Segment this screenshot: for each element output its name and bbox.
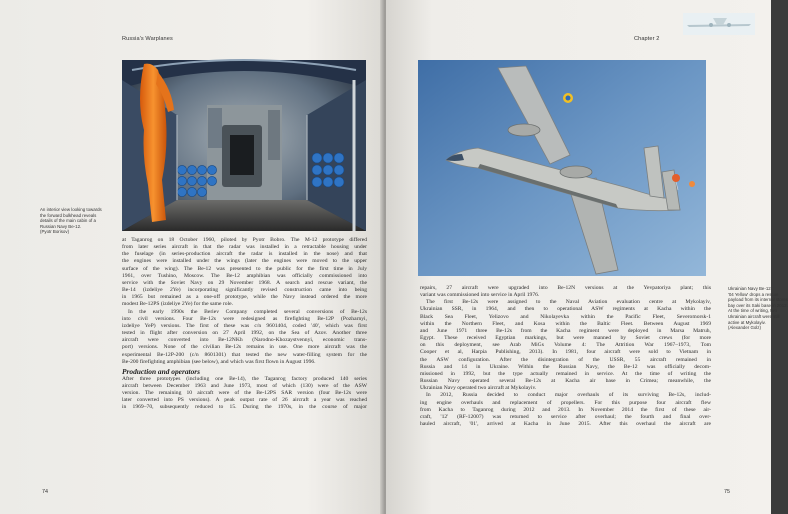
running-head-left: Russia's Warplanes xyxy=(122,36,173,42)
photo-caption-left xyxy=(40,207,102,235)
text-line: repairs, 27 aircraft were upgraded into Be-12N versions at the Yevpatoriya plant; this xyxy=(420,285,711,291)
text-line: port) versions. None of the civilian Be-12s remains in use. One more aircraft was the xyxy=(122,344,367,351)
text-line: hauled aircraft, '01', arrived at Kacha in June 2015. After this overhaul the aircraft are xyxy=(420,420,711,427)
text-line: missioned in 1992, but the type actually remained in service. At the time of writing the xyxy=(420,370,711,377)
text-line: Be-14 (izdeliye 2Ye) incorporating significantly revised construction came into being xyxy=(122,287,367,294)
caption-line: payload from its internal stores xyxy=(728,297,788,303)
caption-line: '04 Yellow' drops a rescue xyxy=(728,291,779,297)
text-line: izdeliye YeP) versions. The first of these was c/n 9601404, coded '40', which was first xyxy=(122,322,367,329)
text-line: Ukrainian Navy operated two aircraft at Mykolayiv. xyxy=(420,385,537,392)
text-line: on this deployment, see Arab MiGs Volume 4: The Attrition War 1967–1973, Tom xyxy=(420,342,711,349)
page-number-left: 74 xyxy=(42,489,48,495)
caption-line: bay over its Saki base in 2012. xyxy=(728,302,788,308)
text-line: the ASW configuration. After the disintegration of the USSR, 55 aircraft remained in xyxy=(420,356,711,363)
text-line: tested in flight after conversion on 27 April 1992, on the Sea of Azov. Another three xyxy=(122,330,367,337)
text-line: the engines were installed under the wings (later the engines were moved to the upper xyxy=(122,258,367,265)
page-number-right: 75 xyxy=(724,489,730,495)
caption-line: Ukrainian aircraft were still xyxy=(728,313,780,319)
text-line: in 1965 but remained as a one-off prototype, while the Navy instead ordered the more xyxy=(122,294,367,301)
body-text-left xyxy=(122,237,367,412)
text-line: aircraft were converted into Be-12NKh (Narodno-Khozaystvennyi, economic trans- xyxy=(122,337,367,344)
text-line: from Kacha to Taganrog during 2012 and 2013. In November 2014 the first of these air- xyxy=(420,406,711,413)
text-line: and June 1971 three Be-12s from the Kacha regiment were deployed in Marsa Matruh, xyxy=(420,327,711,334)
text-line: the fuselage (in series-production aircraft the radar is installed in the nose) and that xyxy=(122,251,367,258)
cabin-interior-photo xyxy=(122,60,366,231)
text-line: In 2012, Russia decided to conduct major overhauls of its surviving Be-12s, includ- xyxy=(426,392,711,399)
text-line: at Taganrog on 18 October 1960, piloted by Pyotr Bobro. The M-12 prototype differed xyxy=(122,237,367,243)
caption-line: An interior view looking towards xyxy=(40,207,102,212)
text-line: within the Northern Fleet, and Kosa within the Baltic Fleet. Between August 1969 xyxy=(420,320,711,327)
caption-line: active at Mykolayiv. xyxy=(728,319,766,325)
section-heading: Production and operators xyxy=(122,366,201,376)
text-line: Egypt. These received Egyptian markings, but were manned by Soviet crews (for more xyxy=(420,335,711,342)
body-text-right xyxy=(420,285,711,428)
text-line: Be-200 firefighting amphibian (see below), and which was first flown in August 1996. xyxy=(122,358,316,365)
text-line: modest Be-12PS (izdeliye 2Ye) for the same role. xyxy=(122,301,233,308)
text-line: Ukrainian SSR, in 1964, and then to operational ASW regiments at Kacha within the xyxy=(420,306,711,313)
text-line: The first Be-12s were assigned to the Naval Aviation evaluation centre at Mykolayiv, xyxy=(426,299,711,306)
left-page xyxy=(0,0,383,514)
text-line: version. The remaining 10 aircraft were of the Be-12PS SAR version (four Be-12s were xyxy=(122,390,367,397)
text-line: experimental Be-12P-200 (c/n 8601301) that tested the new water-filling system for the xyxy=(122,351,367,358)
running-head-right: Chapter 2 xyxy=(634,36,660,42)
text-line: in 1969–70, subsequently reduced to 15. During the 1970s, in the course of major xyxy=(122,404,367,411)
text-line: Cooper et al, Harpia Publishing, 2013). In 1981, four aircraft were sold to Vietnam in xyxy=(420,349,711,356)
text-line: later converted into PS versions). A peak output rate of 26 aircraft a year was reached xyxy=(122,397,367,404)
text-line: 1961, over Tushino, Moscow. The Be-12 amphibian was officially commissioned into xyxy=(122,272,367,279)
text-line: surface of the wing). The Be-12 was presented to the public for the first time in July xyxy=(122,265,367,272)
text-line: After three prototypes (including one Be-14), the Taganrog factory produced 140 series xyxy=(122,375,367,382)
be12-aircraft-photo xyxy=(418,60,706,276)
text-line: Russian Navy operated several Be-12s at Kacha air base in Crimea; meanwhile, the xyxy=(420,378,711,385)
caption-line: the forward bulkhead reveals xyxy=(40,212,97,218)
caption-line: At the time of writing, two xyxy=(728,308,778,314)
text-line: service with the Soviet Navy on 29 November 1968. A search and rescue variant, the xyxy=(122,279,367,286)
photo-caption-right xyxy=(728,286,788,331)
caption-line: (Alexander Golz) xyxy=(728,325,761,331)
text-line: variant was commissioned into service in April 1976. xyxy=(420,292,540,299)
text-line: from later series aircraft in that the radar was installed in a retractable housing under xyxy=(122,244,367,251)
text-line: into civil versions. Four Be-12s were redesigned as firefighting Be-12P (Pozharnyi, xyxy=(122,315,367,322)
aircraft-silhouette-icon xyxy=(683,13,755,35)
text-line: Russia and 14 in Ukraine. Within the Russian Navy, the Be-12 was officially decom- xyxy=(420,363,711,370)
text-line: ing engine overhauls and replacement of propellers. For this purpose four aircraft flew xyxy=(420,399,711,406)
caption-line: Ukrainian Navy Be-12 xyxy=(728,286,771,291)
caption-line: Russian Navy Be-12. xyxy=(40,223,82,229)
text-line: craft, '12' (RF-12007) was returned to service after overhaul; the fourth and final over- xyxy=(420,413,711,420)
caption-line: details of the main cabin of a xyxy=(40,218,96,224)
text-line: Black Sea Fleet, Yelizovo and Nikolayevka within the Pacific Fleet, Severomorsk-1 xyxy=(420,313,711,320)
caption-line: (Pyotr Borisov) xyxy=(40,229,70,235)
text-line: In the early 1990s the Beriev Company completed several conversions of Be-12s xyxy=(128,308,367,315)
text-line: aircraft between December 1963 and June 1973, most of which (130) were of the ASW xyxy=(122,382,367,389)
